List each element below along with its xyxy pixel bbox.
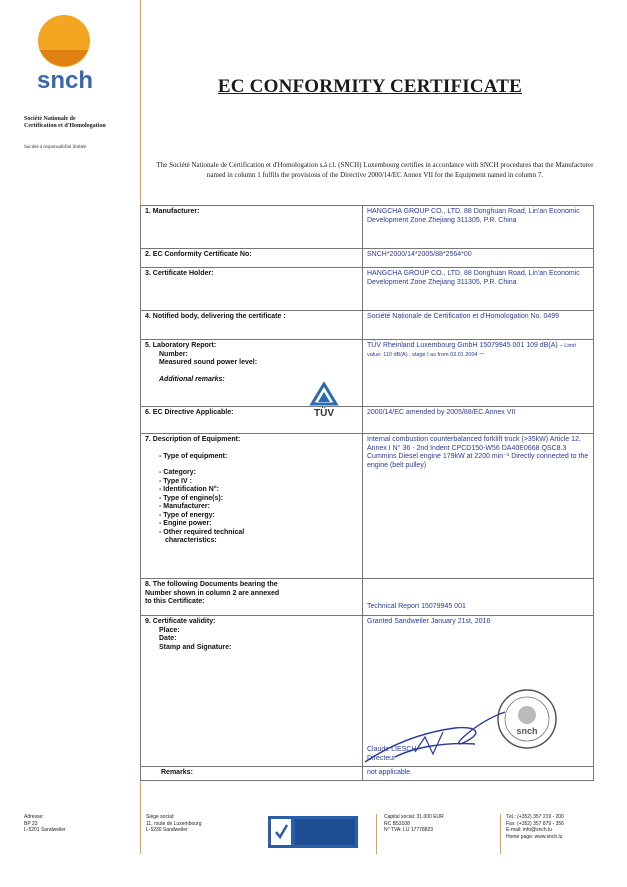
notified-body-number: No. 0499: [530, 313, 560, 320]
lab-value: [363, 340, 594, 407]
intro-paragraph: The Société Nationale de Certification et d'Homologation s.à r.l. (SNCH) Luxembourg certifies in accordance with SNCH procedures that the Manufacturer named in column 1 fulfils the provisions of the Directive 2000/14/EC Annex VII for the Equipment named in column 7.: [156, 161, 594, 179]
accreditation-icon: [268, 816, 358, 848]
lab-sound-label: Measured sound power level:: [159, 359, 258, 366]
org-line1: Société Nationale de: [24, 116, 76, 122]
equip-engine-value: QSC8.3: [541, 444, 567, 452]
manufacturer-address2: Zone Zhejiang 311305, P.R. China: [410, 216, 517, 224]
row-holder: [141, 268, 594, 311]
equip-typeiv-label: - Type IV :: [159, 477, 192, 485]
equip-id-label: - Identification N°:: [159, 486, 219, 493]
footer-homepage: Home page: www.snch.lu: [506, 833, 563, 840]
directive-label: 6. EC Directive Applicable:: [141, 407, 363, 434]
logo-text: snch: [36, 67, 94, 94]
equip-typeiv-value: CPCD150-W56: [451, 444, 500, 452]
documents-label-cell: [141, 579, 363, 616]
signer-role: Directeur: [367, 754, 396, 762]
row-manufacturer: [141, 206, 594, 249]
row-cert-no: [141, 249, 594, 268]
org-tagline: Société à responsabilité limitée: [24, 145, 87, 150]
row-equipment: [141, 434, 594, 579]
equipment-label-cell: [141, 434, 363, 579]
footer-separator: [376, 814, 377, 854]
manufacturer-name: HANGCHA GROUP CO., LTD.: [367, 208, 463, 215]
notified-body-name: Société Nationale de Certification et d'Homologation: [367, 313, 529, 320]
manufacturer-address1: 88 Donghuan Road, Lin'an Economic Development: [367, 208, 580, 224]
lab-number-label: Number:: [159, 350, 188, 358]
directive-annex: Annex VII: [484, 409, 516, 416]
footer-rc: RC B53108: [384, 820, 410, 827]
equip-category-label: - Category:: [159, 469, 196, 476]
footer-capital: Capital social: 31.000 EUR: [384, 814, 444, 820]
lab-report-number: 15079945 001: [479, 342, 525, 349]
signer-name: Claude LIESCH: [367, 745, 417, 753]
equip-other-label: - Other required technical: [159, 528, 245, 536]
footer-seat: [146, 814, 202, 834]
remarks-value: not applicable: [363, 767, 594, 781]
stamp-signature-label: Stamp and Signature:: [159, 643, 232, 651]
holder-name: HANGCHA GROUP CO., LTD.: [367, 270, 463, 277]
lab-sound-level: 109 dB(A): [526, 342, 558, 349]
org-line2: Certification et d'Homologation: [24, 123, 106, 129]
row-lab: [141, 340, 594, 407]
footer-company: [384, 814, 444, 834]
directive-value: [363, 407, 594, 434]
equip-manufacturer-label: - Manufacturer:: [159, 503, 210, 510]
holder-address2: Zone Zhejiang 311305, P.R. China: [410, 278, 517, 286]
cert-no-label: 2. EC Conformity Certificate No:: [141, 249, 363, 268]
row-documents: [141, 579, 594, 616]
tuv-logo: [306, 382, 342, 418]
equip-id-value: DA40E0668: [501, 444, 540, 452]
equip-power-value: 179kW at 2200 min⁻¹: [442, 453, 510, 460]
page-title: EC CONFORMITY CERTIFICATE: [217, 76, 523, 97]
equip-energy-label: - Type of energy:: [159, 511, 215, 519]
accreditation-badges: [268, 816, 358, 848]
lab-label: 5. Laboratory Report:: [145, 342, 217, 349]
footer-contact: [506, 814, 564, 840]
lab-name: TÜV Rheinland Luxembourg GmbH: [367, 342, 478, 349]
validity-place: Sandweiler: [394, 618, 429, 625]
documents-label1: 8. The following Documents bearing the: [145, 581, 278, 588]
org-name: [24, 116, 134, 130]
footer-address-bp: BP 23: [24, 820, 38, 827]
footer-seat-street: 11, route de Luxembourg: [146, 820, 202, 827]
equip-type-label: - Type of equipment:: [159, 452, 228, 460]
equip-characteristics-label: characteristics:: [165, 537, 217, 544]
equip-energy-value: Diesel engine: [398, 453, 441, 460]
place-label: Place:: [159, 626, 180, 634]
holder-label: 3. Certificate Holder:: [141, 268, 363, 311]
directive-number: 2000/14/EC amended by 2005/88/EC: [367, 409, 484, 416]
date-label: Date:: [159, 635, 177, 642]
holder-address1: 88 Donghuan Road, Lin'an Economic Development: [367, 270, 580, 286]
snch-logo: [26, 8, 104, 94]
stamp-text: snch: [516, 726, 538, 736]
manufacturer-label: 1. Manufacturer:: [141, 206, 363, 249]
equipment-value: [363, 434, 594, 579]
validity-label-cell: [141, 616, 363, 767]
footer-address-city: L-5201 Sandweiler: [24, 827, 66, 833]
documents-label3: to this Certificate:: [145, 598, 205, 605]
footer-separator: [140, 814, 141, 854]
footer-email: E-mail: info@snch.lu: [506, 827, 552, 833]
row-directive: [141, 407, 594, 434]
documents-value: Technical Report 15079945 001: [363, 579, 594, 616]
documents-label2: Number shown in column 2 are annexed: [145, 589, 280, 597]
cert-no-value: SNCH*2000/14*2005/88*2564*00: [363, 249, 594, 268]
manufacturer-value: [363, 206, 594, 249]
footer-fax: Fax: (+352) 357 879 - 356: [506, 820, 564, 827]
lab-remarks-label: Additional remarks:: [159, 375, 225, 383]
equipment-label: 7. Description of Equipment:: [145, 436, 241, 443]
equip-power-label: - Engine power:: [159, 520, 212, 527]
footer-seat-city: L-5230 Sandweiler: [146, 827, 188, 833]
footer-vat: N° TVA: LU 17778823: [384, 827, 434, 833]
footer-seat-label: Siège social:: [146, 814, 175, 820]
official-stamp: [496, 688, 558, 750]
lab-remarks-value: --: [479, 350, 485, 358]
equip-engine-label: - Type of engine(s):: [159, 494, 224, 502]
equip-characteristics-value: Directly connected to the engine (belt pulley): [367, 453, 589, 469]
validity-date: January 21st, 2016: [430, 618, 491, 625]
equip-category-value: Article 12, Annex I N° 36 - 2nd Indent: [367, 436, 581, 452]
notified-label: 4. Notified body, delivering the certificate :: [141, 311, 363, 340]
footer-address: [24, 814, 66, 834]
equip-manufacturer-value: Cummins: [367, 453, 397, 460]
row-notified: [141, 311, 594, 340]
footer-address-label: Adresse:: [24, 814, 44, 820]
footer-phone: Tél.: (+352) 357 219 - 200: [506, 814, 564, 820]
remarks-label: Remarks:: [141, 767, 363, 781]
validity-label: 9. Certificate validity:: [145, 618, 216, 625]
notified-value: [363, 311, 594, 340]
equip-type-value: Internal combustion counterbalanced forklift truck (>35kW): [367, 436, 549, 443]
lab-limit-value: – Limit value: 110 dB(A) , stage I as from 03.01.2004: [367, 343, 576, 358]
validity-status: Granted: [367, 618, 393, 625]
holder-value: [363, 268, 594, 311]
tuv-logo-text: TÜV: [314, 408, 334, 418]
footer-separator: [500, 814, 501, 854]
